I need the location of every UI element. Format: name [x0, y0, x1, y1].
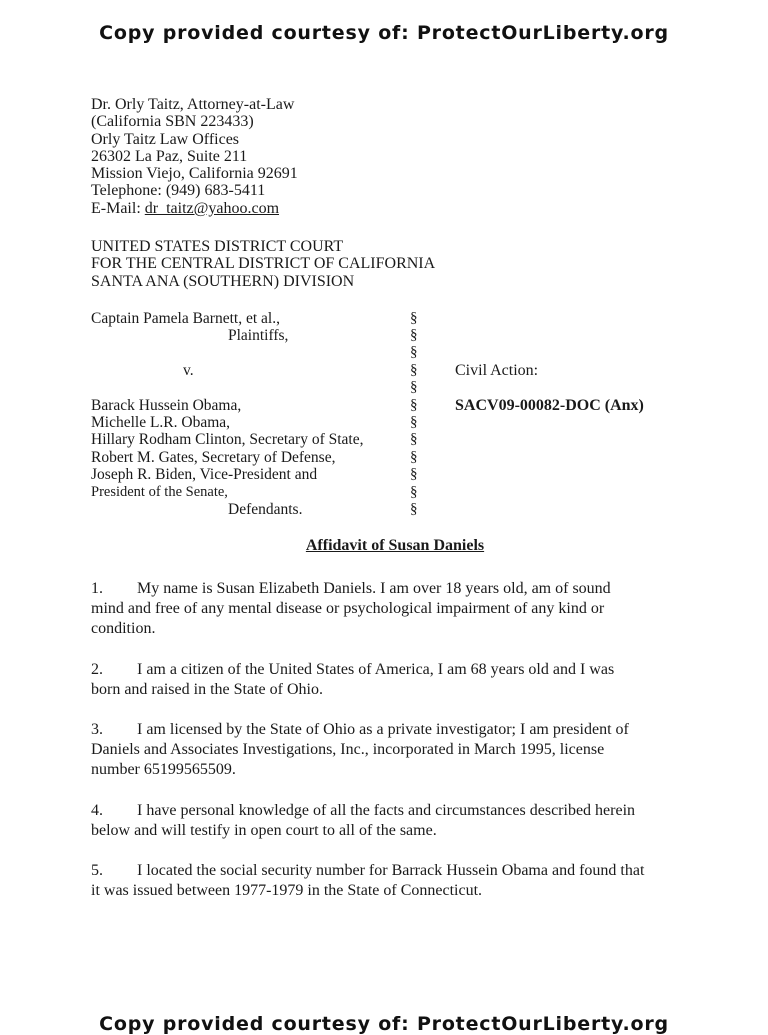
law-office-name: Orly Taitz Law Offices — [91, 130, 240, 148]
section-symbol: § — [410, 484, 418, 500]
section-symbol: § — [410, 344, 418, 360]
paragraph-4 — [91, 801, 701, 841]
court-line-1: UNITED STATES DISTRICT COURT — [91, 238, 344, 255]
section-symbol: § — [410, 327, 418, 343]
paragraph-line: mind and free of any mental disease or psychological impairment of any kind or — [91, 600, 605, 617]
paragraph-line: Daniels and Associates Investigations, Inc., incorporated in March 1995, license — [91, 741, 605, 758]
paragraph-5 — [91, 861, 701, 901]
versus-label: v. — [183, 362, 194, 379]
office-telephone: Telephone: (949) 683-5411 — [91, 182, 266, 200]
paragraph-line: it was issued between 1977-1979 in the State of Connecticut. — [91, 882, 483, 899]
defendant-1: Barack Hussein Obama, — [91, 397, 242, 414]
paragraph-2 — [91, 660, 701, 700]
defendant-2: Michelle L.R. Obama, — [91, 414, 231, 431]
section-symbol: § — [410, 501, 418, 517]
defendant-4: Robert M. Gates, Secretary of Defense, — [91, 449, 336, 466]
courtesy-banner-bottom: Copy provided courtesy of: ProtectOurLiberty.org — [99, 1013, 669, 1035]
section-symbol: § — [410, 414, 418, 430]
section-symbol: § — [410, 379, 418, 395]
paragraph-number: 3. — [91, 721, 103, 738]
courtesy-banner-top: Copy provided courtesy of: ProtectOurLiberty.org — [99, 22, 669, 44]
case-number: SACV09-00082-DOC (Anx) — [455, 397, 644, 414]
plaintiff-name: Captain Pamela Barnett, et al., — [91, 310, 280, 327]
paragraph-1 — [91, 579, 701, 639]
defendant-5: Joseph R. Biden, Vice-President and — [91, 466, 318, 483]
paragraph-line: I am a citizen of the United States of America, I am 68 years old and I was — [137, 661, 615, 678]
paragraph-number: 2. — [91, 661, 103, 678]
paragraph-number: 5. — [91, 862, 103, 879]
paragraph-line: condition. — [91, 620, 156, 637]
email-link[interactable]: dr_taitz@yahoo.com — [144, 199, 280, 217]
defendants-label: Defendants. — [228, 501, 303, 518]
section-symbol: § — [410, 449, 418, 465]
section-symbol: § — [410, 397, 418, 413]
office-street: 26302 La Paz, Suite 211 — [91, 147, 248, 165]
paragraph-number: 1. — [91, 580, 103, 597]
paragraph-line: born and raised in the State of Ohio. — [91, 681, 323, 698]
email-label: E-Mail: — [91, 199, 145, 217]
paragraph-number: 4. — [91, 802, 103, 819]
paragraph-3 — [91, 720, 701, 780]
court-line-2: FOR THE CENTRAL DISTRICT OF CALIFORNIA — [91, 255, 436, 273]
attorney-bar-number: (California SBN 223433) — [91, 113, 254, 131]
paragraph-line: I located the social security number for Barrack Hussein Obama and found that — [137, 862, 645, 879]
section-symbol: § — [410, 310, 418, 326]
section-symbol: § — [410, 362, 418, 378]
affidavit-title: Affidavit of Susan Daniels — [305, 537, 485, 554]
defendant-6: President of the Senate, — [91, 484, 228, 500]
defendant-3: Hillary Rodham Clinton, Secretary of State, — [91, 431, 364, 448]
plaintiffs-label: Plaintiffs, — [228, 327, 289, 344]
paragraph-line: My name is Susan Elizabeth Daniels. I am over 18 years old, am of sound — [137, 580, 611, 597]
office-city: Mission Viejo, California 92691 — [91, 165, 298, 183]
paragraph-line: I have personal knowledge of all the facts and circumstances described herein — [137, 802, 636, 819]
paragraph-line: number 65199565509. — [91, 761, 236, 778]
attorney-name: Dr. Orly Taitz, Attorney-at-Law — [91, 96, 295, 113]
paragraph-line: I am licensed by the State of Ohio as a private investigator; I am president of — [137, 721, 629, 738]
paragraph-line: below and will testify in open court to all of the same. — [91, 822, 437, 839]
court-line-3: SANTA ANA (SOUTHERN) DIVISION — [91, 272, 355, 290]
section-symbol: § — [410, 431, 418, 447]
section-symbol: § — [410, 466, 418, 482]
civil-action-label: Civil Action: — [455, 362, 539, 379]
